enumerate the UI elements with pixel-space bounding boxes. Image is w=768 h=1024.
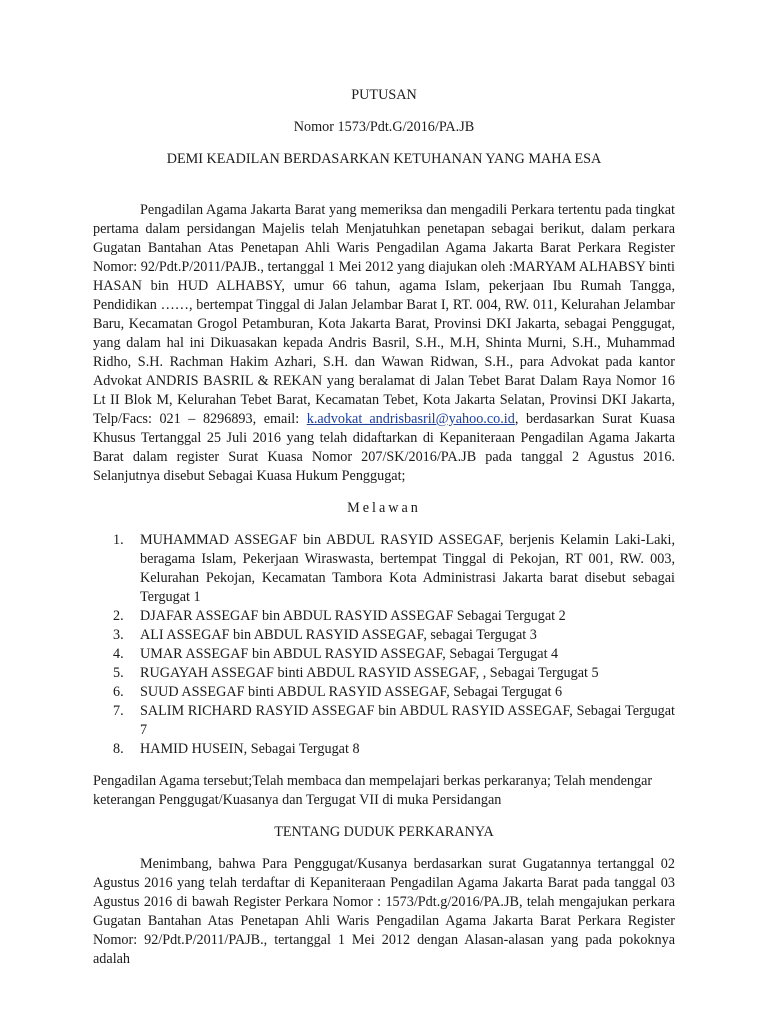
list-item-text: RUGAYAH ASSEGAF binti ABDUL RASYID ASSEGAF, , Sebagai Tergugat 5 bbox=[140, 665, 599, 681]
list-item-text: SUUD ASSEGAF binti ABDUL RASYID ASSEGAF, Sebagai Tergugat 6 bbox=[140, 684, 563, 700]
list-item-number: 8. bbox=[113, 741, 124, 757]
list-item bbox=[93, 531, 675, 607]
list-item bbox=[93, 683, 675, 702]
motto-heading: DEMI KEADILAN BERDASARKAN KETUHANAN YANG MAHA ESA bbox=[166, 151, 602, 167]
defendants-list bbox=[93, 531, 675, 759]
email-link[interactable]: k.advokat_andrisbasril@yahoo.co.id bbox=[306, 411, 515, 427]
list-item-number: 7. bbox=[113, 703, 124, 719]
list-item bbox=[93, 645, 675, 664]
list-item bbox=[93, 664, 675, 683]
court-statement: Pengadilan Agama tersebut;Telah membaca dan mempelajari berkas perkaranya; Telah mendengar keterangan Penggugat/Kuasanya dan Tergugat VII di muka Persidangan bbox=[93, 773, 653, 808]
section-heading: TENTANG DUDUK PERKARANYA bbox=[274, 824, 494, 840]
list-item-text: MUHAMMAD ASSEGAF bin ABDUL RASYID ASSEGAF, berjenis Kelamin Laki-Laki, beragama Islam, Pekerjaan Wiraswasta, bertempat Tinggal di Pekojan, RT 001, RW. 003, Kelurahan Pekojan, Kecamatan Tambora Kota Administrasi Jakarta barat disebut sebagai Tergugat 1 bbox=[140, 532, 675, 605]
list-item-number: 3. bbox=[113, 627, 124, 643]
list-item bbox=[93, 626, 675, 645]
document-title: PUTUSAN bbox=[351, 87, 417, 103]
opening-text: Pengadilan Agama Jakarta Barat yang memeriksa dan mengadili Perkara tertentu pada tingkat pertama dalam persidangan Majelis telah Menjatuhkan penetapan sebagai berikut, dalam perkara Gugatan Bantahan Atas Penetapan Ahli Waris Pengadilan Agama Jakarta Barat Perkara Register Nomor: 92/Pdt.P/2011/PAJB., tertanggal 1 Mei 2012 yang diajukan oleh :MARYAM ALHABSY binti HASAN bin HUD ALHABSY, umur 66 tahun, agama Islam, pekerjaan Ibu Rumah Tangga, Pendidikan ……, bertempat Tinggal di Jalan Jelambar Barat I, RT. 004, RW. 011, Kelurahan Jelambar Baru, Kecamatan Grogol Petamburan, Kota Jakarta Barat, Provinsi DKI Jakarta, sebagai Penggugat, yang dalam hal ini Dikuasakan kepada Andris Basril, S.H., M.H, Shinta Murni, S.H., Muhammad Ridho, S.H. Rachman Hakim Azhari, S.H. dan Wawan Ridwan, S.H., para Advokat pada kantor Advokat ANDRIS BASRIL & REKAN yang beralamat di Jalan Tebet Barat Dalam Raya Nomor 16 Lt II Blok M, Kelurahan Tebet Barat, Kecamatan Tebet, Kota Jakarta Selatan, Provinsi DKI Jakarta, Telp/Facs: 021 – 8296893, email: bbox=[93, 202, 675, 427]
list-item-number: 4. bbox=[113, 646, 124, 662]
list-item-number: 1. bbox=[113, 532, 124, 548]
list-item-text: UMAR ASSEGAF bin ABDUL RASYID ASSEGAF, Sebagai Tergugat 4 bbox=[140, 646, 559, 662]
list-item-text: HAMID HUSEIN, Sebagai Tergugat 8 bbox=[140, 741, 360, 757]
case-number: Nomor 1573/Pdt.G/2016/PA.JB bbox=[293, 119, 475, 135]
list-item-number: 6. bbox=[113, 684, 124, 700]
considering-paragraph: Menimbang, bahwa Para Penggugat/Kusanya berdasarkan surat Gugatannya tertanggal 02 Agustus 2016 yang telah terdaftar di Kepaniteraan Pengadilan Agama Jakarta Barat pada tanggal 03 Agustus 2016 di bawah Register Perkara Nomor : 1573/Pdt.g/2016/PA.JB, telah mengajukan perkara Gugatan Bantahan Atas Penetapan Ahli Waris Pengadilan Agama Jakarta Barat Perkara Register Nomor: 92/Pdt.P/2011/PAJB., tertanggal 1 Mei 2012 dengan Alasan-alasan yang pada pokoknya adalah bbox=[93, 856, 675, 967]
opening-text-end: , berdasarkan Surat Kuasa Khusus Tertanggal 25 Juli 2016 yang telah didaftarkan di Kepaniteraan Pengadilan Agama Jakarta Barat dalam register Surat Kuasa Nomor 207/SK/2016/PA.JB pada tanggal 2 Agustus 2016. Selanjutnya disebut Sebagai Kuasa Hukum Penggugat; bbox=[93, 411, 676, 484]
list-item bbox=[93, 702, 675, 740]
list-item bbox=[93, 740, 675, 759]
list-item-text: SALIM RICHARD RASYID ASSEGAF bin ABDUL RASYID ASSEGAF, Sebagai Tergugat 7 bbox=[140, 703, 675, 738]
opening-paragraph bbox=[93, 201, 675, 486]
list-item-number: 5. bbox=[113, 665, 124, 681]
list-item-text: DJAFAR ASSEGAF bin ABDUL RASYID ASSEGAF Sebagai Tergugat 2 bbox=[140, 608, 566, 624]
against-heading: Melawan bbox=[347, 500, 421, 516]
list-item-number: 2. bbox=[113, 608, 124, 624]
list-item-text: ALI ASSEGAF bin ABDUL RASYID ASSEGAF, sebagai Tergugat 3 bbox=[140, 627, 537, 643]
document-content bbox=[93, 86, 675, 969]
list-item bbox=[93, 607, 675, 626]
